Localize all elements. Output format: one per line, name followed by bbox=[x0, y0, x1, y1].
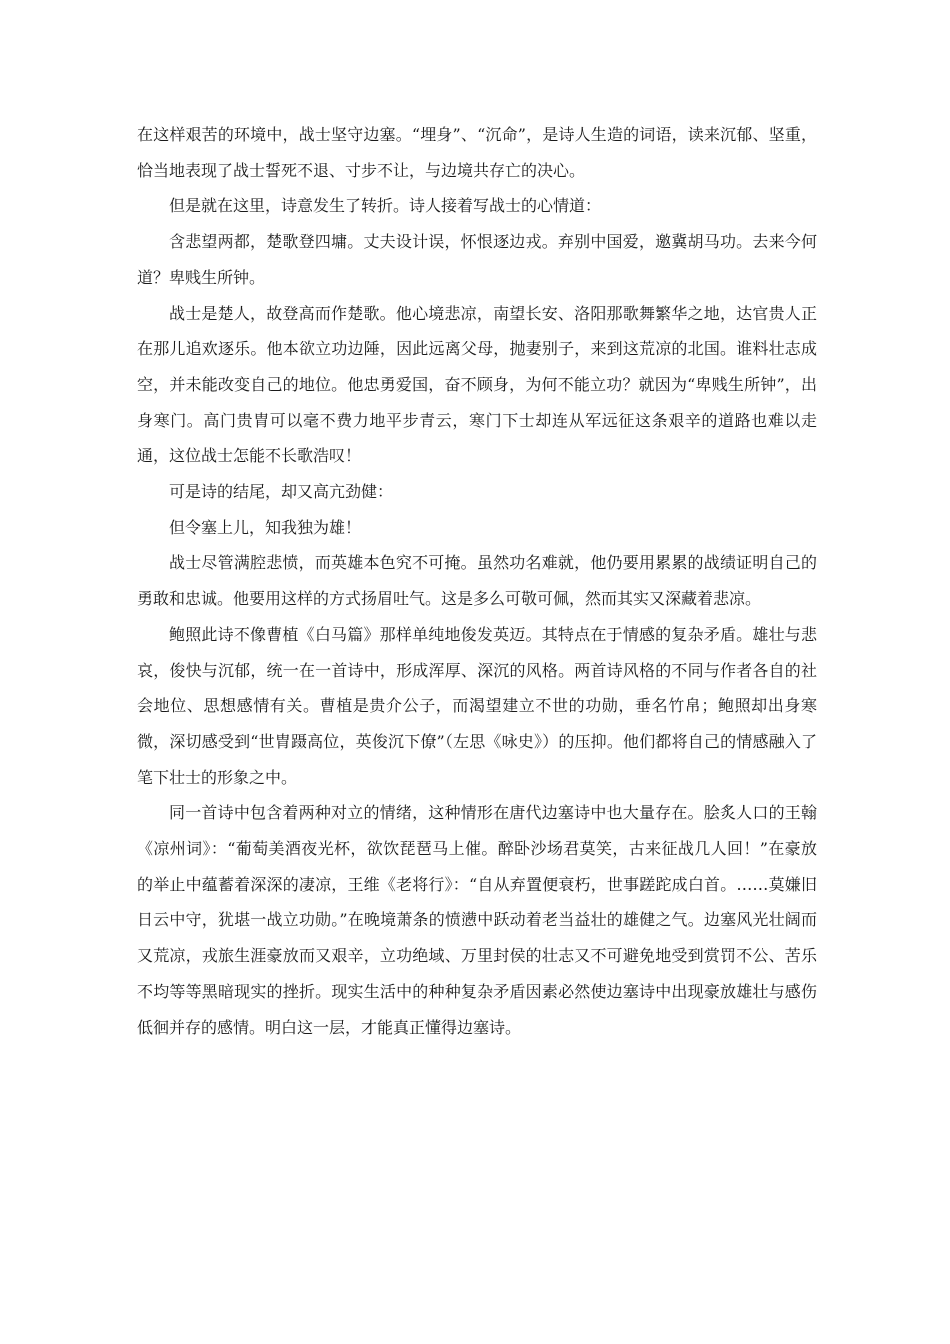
paragraph-continuation: 在这样艰苦的环境中，战士坚守边塞。“埋身”、“沉命”，是诗人生造的词语，读来沉郁、坚重，恰当地表现了战士誓死不退、寸步不让，与边境共存亡的决心。 bbox=[137, 125, 817, 180]
document-page bbox=[137, 117, 817, 1045]
paragraph-tang-poetry: 同一首诗中包含着两种对立的情绪，这种情形在唐代边塞诗中也大量存在。脍炙人口的王翰《凉州词》：“葡萄美酒夜光杯，欲饮琵琶马上催。醉卧沙场君莫笑，古来征战几人回！”在豪放的举止中蕴蓄着深深的凄凉，王维《老将行》：“自从弃置便衰朽，世事蹉跎成白首。……莫嫌旧日云中守，犹堪一战立功勋。”在晚境萧条的愤懑中跃动着老当益壮的雄健之气。边塞风光壮阔而又荒凉，戎旅生涯豪放而又艰辛，立功绝域、万里封侯的壮志又不可避免地受到赏罚不公、苦乐不均等等黑暗现实的挫折。现实生活中的种种复杂矛盾因素必然使边塞诗中出现豪放雄壮与感伤低徊并存的感情。明白这一层，才能真正懂得边塞诗。 bbox=[137, 803, 817, 1037]
paragraph-ending-intro: 可是诗的结尾，却又高亢劲健： bbox=[169, 482, 394, 502]
paragraph-poem-ending: 但令塞上儿，知我独为雄！ bbox=[169, 517, 362, 537]
paragraph-hero: 战士尽管满腔悲愤，而英雄本色究不可掩。虽然功名难就，他仍要用累累的战绩证明自己的勇敢和忠诚。他要用这样的方式扬眉吐气。这是多么可敬可佩，然而其实又深藏着悲凉。 bbox=[137, 553, 817, 609]
paragraph-transition: 但是就在这里，诗意发生了转折。诗人接着写战士的心情道： bbox=[169, 196, 602, 216]
paragraph-comparison: 鲍照此诗不像曹植《白马篇》那样单纯地俊发英迈。其特点在于情感的复杂矛盾。雄壮与悲哀，俊快与沉郁，统一在一首诗中，形成浑厚、深沉的风格。两首诗风格的不同与作者各自的社会地位、思想感情有关。曹植是贵介公子，而渴望建立不世的功勋，垂名竹帛；鲍照却出身寒微，深切感受到“世胄蹑高位，英俊沉下僚”（左思《咏史》）的压抑。他们都将自己的情感融入了笔下壮士的形象之中。 bbox=[137, 624, 817, 787]
paragraph-poem-quote: 含悲望两都，楚歌登四墉。丈夫设计误，怀恨逐边戎。弃别中国爱，邀冀胡马功。去来今何道？卑贱生所钟。 bbox=[137, 232, 817, 287]
paragraph-analysis: 战士是楚人，故登高而作楚歌。他心境悲凉，南望长安、洛阳那歌舞繁华之地，达官贵人正在那儿追欢逐乐。他本欲立功边陲，因此远离父母，抛妻别子，来到这荒凉的北国。谁料壮志成空，并未能改变自己的地位。他忠勇爱国，奋不顾身，为何不能立功？就因为“卑贱生所钟”，出身寒门。高门贵胄可以毫不费力地平步青云，寒门下士却连从军远征这条艰辛的道路也难以走通，这位战士怎能不长歌浩叹！ bbox=[137, 303, 817, 466]
